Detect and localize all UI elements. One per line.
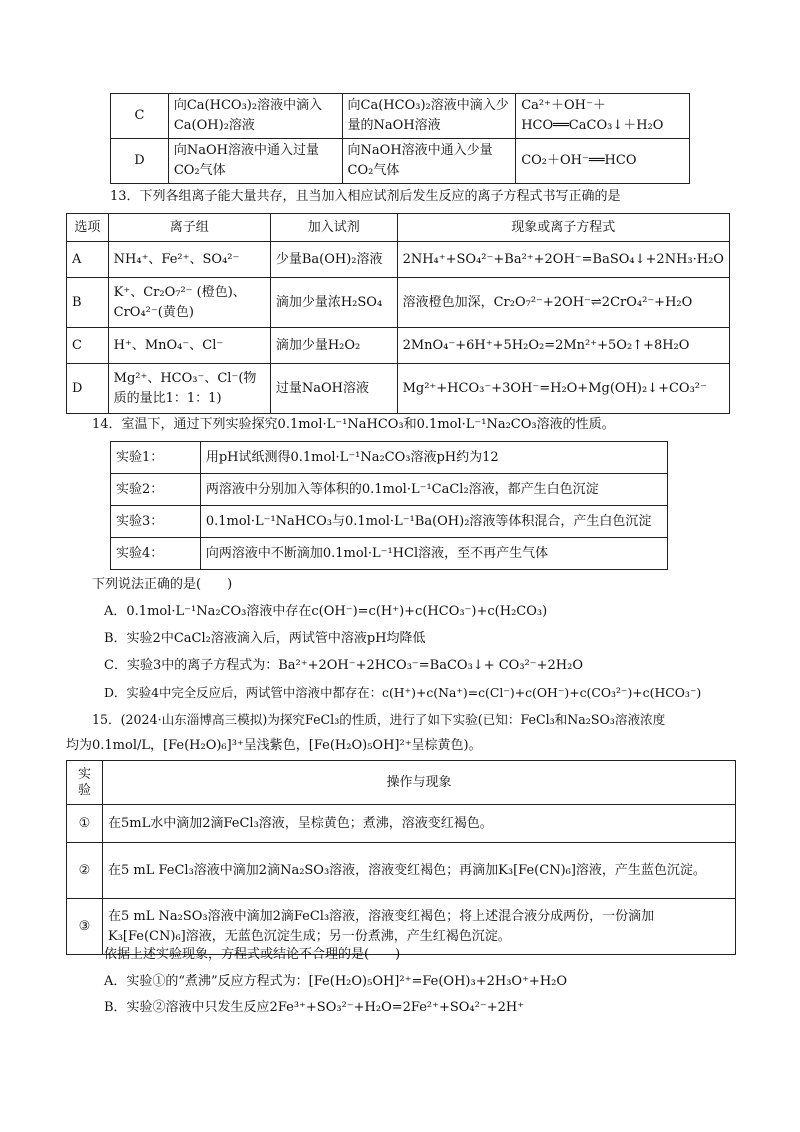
table-cell: Mg²⁺、HCO₃⁻、Cl⁻(物质的量比1：1：1) — [108, 364, 270, 414]
table-row — [111, 474, 668, 506]
option-label: D — [67, 364, 109, 414]
table-cell: 向Ca(HCO₃)₂溶液中滴入少量的NaOH溶液 — [342, 94, 516, 139]
experiment-desc: 在5 mL Na₂SO₃溶液中滴加2滴FeCl₃溶液，溶液变红褐色；将上述混合液分成两份，一份滴加K₃[Fe(CN)₆]溶液，无蓝色沉淀生成；另一份煮沸，产生红褐色沉淀。 — [102, 899, 735, 955]
experiment-desc: 两溶液中分别加入等体积的0.1mol·L⁻¹CaCl₂溶液，都产生白色沉淀 — [200, 474, 667, 506]
table-row — [67, 843, 736, 899]
column-header: 现象或离子方程式 — [397, 214, 729, 242]
table-cell: 滴加少量浓H₂SO₄ — [270, 278, 397, 328]
table-row — [67, 242, 730, 278]
experiment-desc: 在5 mL FeCl₃溶液中滴加2滴Na₂SO₃溶液，溶液变红褐色；再滴加K₃[Fe(CN)₆]溶液，产生蓝色沉淀。 — [102, 843, 735, 899]
table-cell: 过量NaOH溶液 — [270, 364, 397, 414]
q13-table — [66, 213, 730, 414]
table-cell: 溶液橙色加深，Cr₂O₇²⁻+2OH⁻⇌2CrO₄²⁻+H₂O — [397, 278, 729, 328]
column-header: 选项 — [67, 214, 109, 242]
table-row — [67, 805, 736, 843]
table-cell: 少量Ba(OH)₂溶液 — [270, 242, 397, 278]
q14-option-a: A．0.1mol·L⁻¹Na₂CO₃溶液中存在c(OH⁻)=c(H⁺)+c(HCO₃⁻)+c(H₂CO₃) — [104, 604, 548, 619]
q14-option-d: D．实验4中完全反应后，两试管中溶液中都存在：c(H⁺)+c(Na⁺)=c(Cl⁻)+c(OH⁻)+c(CO₃²⁻)+c(HCO₃⁻) — [104, 685, 702, 700]
experiment-desc: 用pH试纸测得0.1mol·L⁻¹Na₂CO₃溶液pH约为12 — [200, 442, 667, 474]
table-cell: 向NaOH溶液中通入过量CO₂气体 — [168, 139, 342, 184]
experiment-desc: 在5mL水中滴加2滴FeCl₃溶液，呈棕黄色；煮沸，溶液变红褐色。 — [102, 805, 735, 843]
q14-experiments-table — [110, 441, 668, 570]
table-cell: NH₄⁺、Fe²⁺、SO₄²⁻ — [108, 242, 270, 278]
q15-table — [66, 760, 736, 955]
table-row — [111, 442, 668, 474]
table-header-row — [67, 761, 736, 805]
q13-stem: 13．下列各组离子能大量共存，且当加入相应试剂后发生反应的离子方程式书写正确的是 — [110, 189, 621, 204]
table-cell: 滴加少量H₂O₂ — [270, 328, 397, 364]
q15-stem-line1: 15．(2024·山东淄博高三模拟)为探究FeCl₃的性质，进行了如下实验(已知：FeCl₃和Na₂SO₃溶液浓度 — [92, 712, 666, 727]
q14-question: 下列说法正确的是( ) — [92, 577, 233, 592]
q15-option-b: B．实验②溶液中只发生反应2Fe³⁺+SO₃²⁻+H₂O=2Fe²⁺+SO₄²⁻+2H⁺ — [104, 1000, 525, 1015]
table-header-row — [67, 214, 730, 242]
q15-stem-line2: 均为0.1mol/L，[Fe(H₂O)₆]³⁺呈浅紫色，[Fe(H₂O)₅OH]²⁺呈棕黄色)。 — [66, 738, 482, 753]
option-label: C — [67, 328, 109, 364]
column-header: 操作与现象 — [102, 761, 735, 805]
table-cell: Ca²⁺＋OH⁻＋HCO══CaCO₃↓＋H₂O — [516, 94, 690, 139]
table-cell: 向Ca(HCO₃)₂溶液中滴入Ca(OH)₂溶液 — [168, 94, 342, 139]
option-label: A — [67, 242, 109, 278]
column-header: 实验 — [67, 761, 103, 805]
experiment-name: 实验2： — [111, 474, 201, 506]
table-row — [67, 328, 730, 364]
q14-stem: 14．室温下，通过下列实验探究0.1mol·L⁻¹NaHCO₃和0.1mol·L⁻¹Na₂CO₃溶液的性质。 — [92, 417, 615, 432]
experiment-desc: 0.1mol·L⁻¹NaHCO₃与0.1mol·L⁻¹Ba(OH)₂溶液等体积混合，产生白色沉淀 — [200, 506, 667, 538]
experiment-number: ② — [67, 843, 103, 899]
q14-option-c: C．实验3中的离子方程式为：Ba²⁺+2OH⁻+2HCO₃⁻=BaCO₃↓+ CO₃²⁻+2H₂O — [104, 658, 583, 673]
column-header: 离子组 — [108, 214, 270, 242]
table-cell: 2MnO₄⁻+6H⁺+5H₂O₂=2Mn²⁺+5O₂↑+8H₂O — [397, 328, 729, 364]
option-label: C — [111, 94, 169, 139]
table-cell: K⁺、Cr₂O₇²⁻ (橙色)、CrO₄²⁻(黄色) — [108, 278, 270, 328]
option-label: B — [67, 278, 109, 328]
table-cell: 2NH₄⁺+SO₄²⁻+Ba²⁺+2OH⁻=BaSO₄↓+2NH₃·H₂O — [397, 242, 729, 278]
experiment-name: 实验4： — [111, 538, 201, 570]
table-row — [67, 278, 730, 328]
table-cell: CO₂＋OH⁻══HCO — [516, 139, 690, 184]
q15-option-a: A．实验①的“煮沸”反应方程式为：[Fe(H₂O)₅OH]²⁺=Fe(OH)₃+2H₃O⁺+H₂O — [104, 974, 568, 989]
column-header: 加入试剂 — [270, 214, 397, 242]
table-row — [111, 538, 668, 570]
experiment-desc: 向两溶液中不断滴加0.1mol·L⁻¹HCl溶液，至不再产生气体 — [200, 538, 667, 570]
table-cell: 向NaOH溶液中通入少量CO₂气体 — [342, 139, 516, 184]
table-cell: Mg²⁺+HCO₃⁻+3OH⁻=H₂O+Mg(OH)₂↓+CO₃²⁻ — [397, 364, 729, 414]
table-row — [111, 139, 690, 184]
q14-option-b: B．实验2中CaCl₂溶液滴入后，两试管中溶液pH均降低 — [104, 631, 426, 646]
q15-question: 依据上述实验现象，方程式或结论不合理的是( ) — [104, 947, 401, 962]
option-label: D — [111, 139, 169, 184]
table-row — [67, 364, 730, 414]
q12-table — [110, 93, 690, 184]
table-row — [111, 94, 690, 139]
experiment-name: 实验1： — [111, 442, 201, 474]
table-row — [111, 506, 668, 538]
experiment-number: ③ — [67, 899, 103, 955]
experiment-name: 实验3： — [111, 506, 201, 538]
experiment-number: ① — [67, 805, 103, 843]
table-cell: H⁺、MnO₄⁻、Cl⁻ — [108, 328, 270, 364]
